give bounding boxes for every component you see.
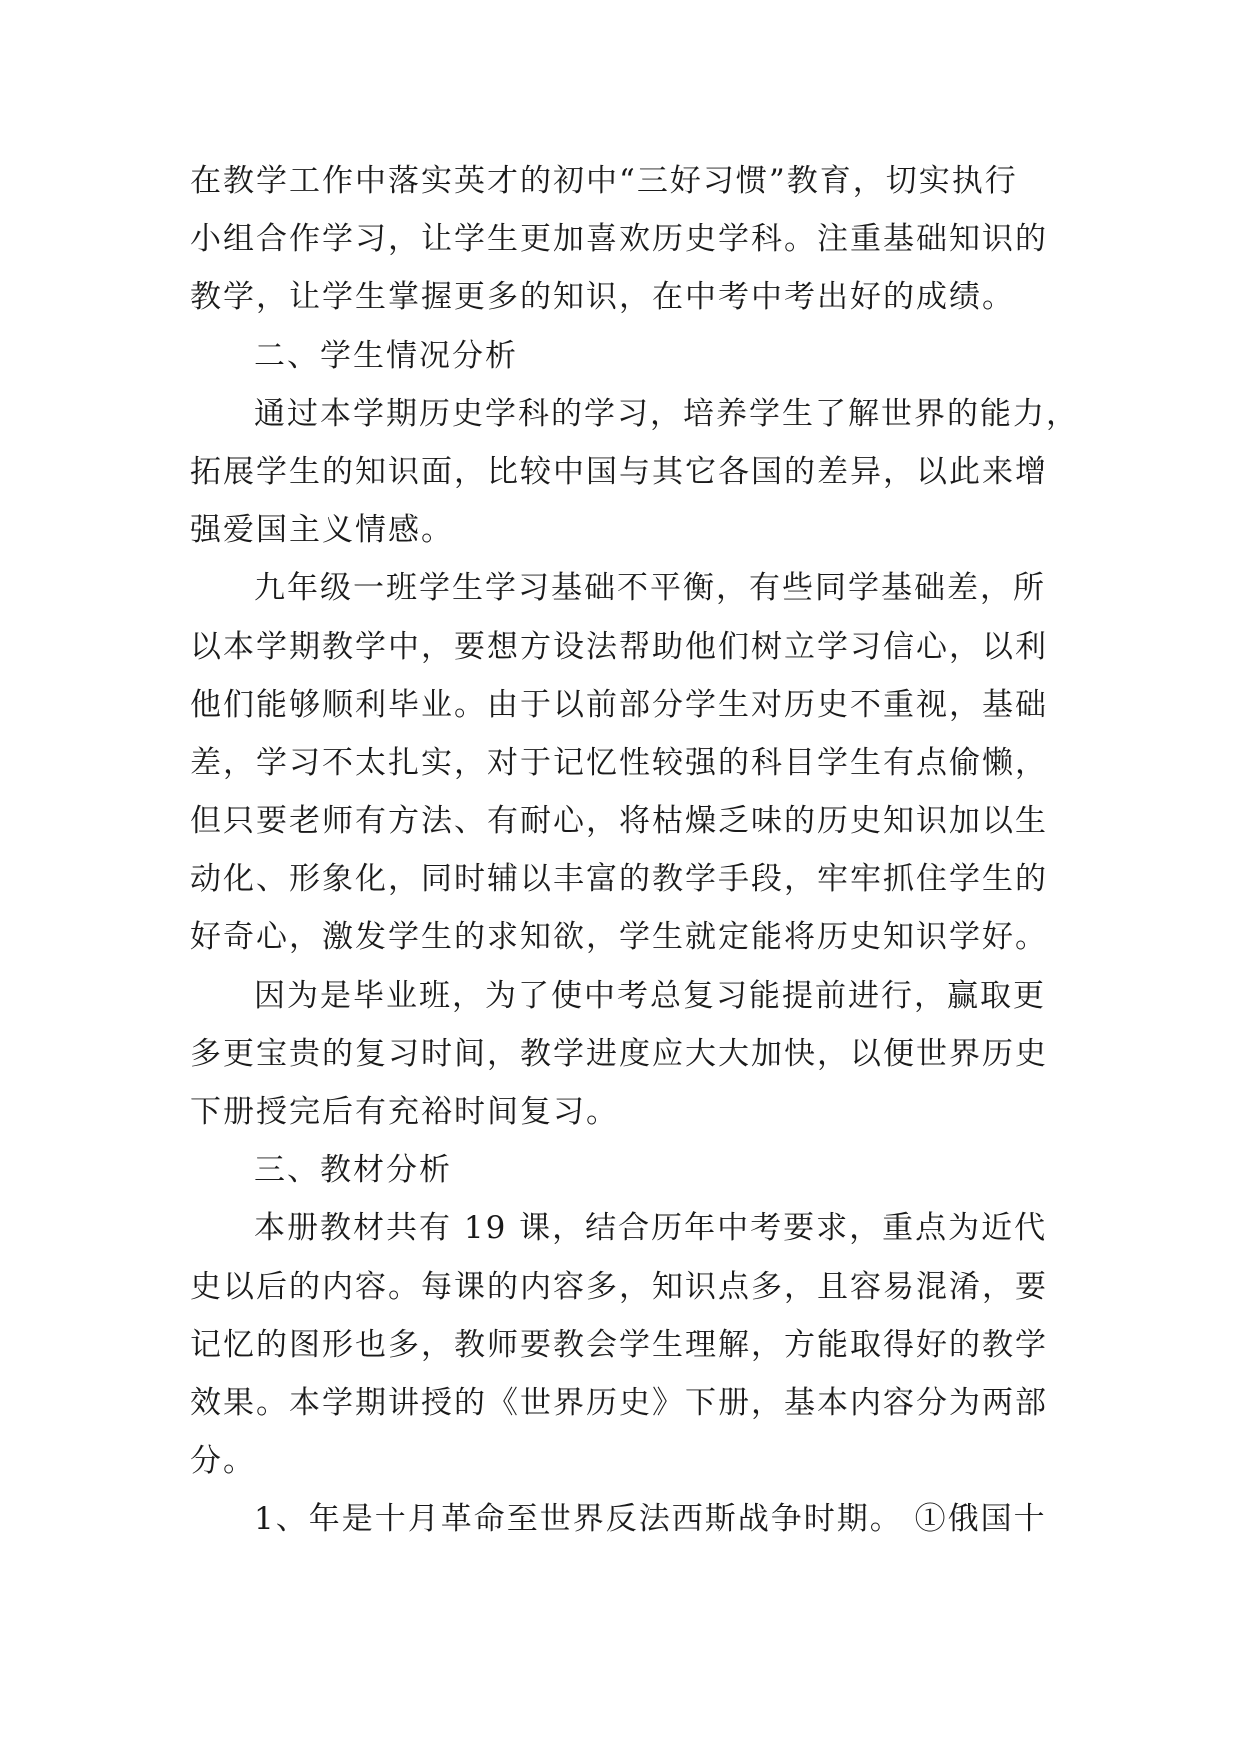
section-heading-textbook-analysis: 三、教材分析 <box>254 1152 452 1189</box>
text-line: 下册授完后有充裕时间复习。 <box>190 1094 619 1130</box>
text-line: 记忆的图形也多，教师要教会学生理解，方能取得好的教学 <box>190 1326 1048 1363</box>
text-line: 1、年是十月革命至世界反法西斯战争时期。 ①俄国十 <box>254 1501 1047 1538</box>
text-line: 史以后的内容。每课的内容多，知识点多，且容易混淆，要 <box>190 1268 1048 1305</box>
text-line: 好奇心，激发学生的求知欲，学生就定能将历史知识学好。 <box>190 919 1048 956</box>
text-line: 效果。本学期讲授的《世界历史》下册，基本内容分为两部 <box>190 1384 1048 1421</box>
text-line: 强爱国主义情感。 <box>190 512 454 549</box>
text-line: 教学，让学生掌握更多的知识，在中考中考出好的成绩。 <box>190 279 1015 316</box>
text-line: 差，学习不太扎实，对于记忆性较强的科目学生有点偷懒， <box>190 744 1048 781</box>
text-line: 拓展学生的知识面，比较中国与其它各国的差异，以此来增 <box>190 453 1048 490</box>
text-line: 因为是毕业班，为了使中考总复习能提前进行，赢取更 <box>254 977 1046 1014</box>
text-line: 本册教材共有 19 课，结合历年中考要求，重点为近代 <box>254 1210 1048 1247</box>
text-line: 多更宝贵的复习时间，教学进度应大大加快，以便世界历史 <box>190 1035 1048 1072</box>
document-body <box>190 152 1079 1549</box>
text-line: 九年级一班学生学习基础不平衡，有些同学基础差，所 <box>254 570 1046 607</box>
text-line: 但只要老师有方法、有耐心，将枯燥乏味的历史知识加以生 <box>190 803 1048 840</box>
text-line: 动化、形象化，同时辅以丰富的教学手段，牢牢抓住学生的 <box>190 861 1048 898</box>
text-line: 在教学工作中落实英才的初中“三好习惯”教育，切实执行 <box>190 163 1018 199</box>
text-line: 以本学期教学中，要想方设法帮助他们树立学习信心，以利 <box>190 628 1048 665</box>
text-line: 小组合作学习，让学生更加喜欢历史学科。注重基础知识的 <box>190 221 1048 258</box>
section-heading-student-analysis: 二、学生情况分析 <box>254 337 518 374</box>
text-line: 他们能够顺利毕业。由于以前部分学生对历史不重视，基础 <box>190 686 1048 723</box>
text-line: 分。 <box>190 1443 256 1480</box>
text-line: 通过本学期历史学科的学习，培养学生了解世界的能力， <box>254 395 1079 432</box>
